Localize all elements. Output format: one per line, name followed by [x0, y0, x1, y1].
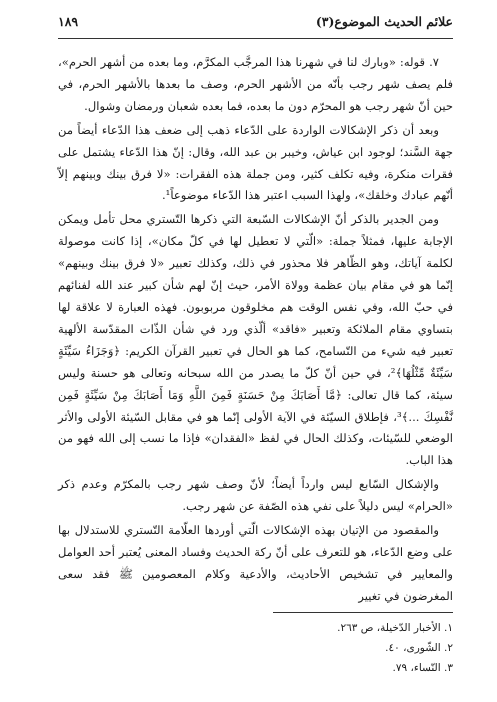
running-title: علائم الحديث الموضوع(٣): [315, 13, 453, 29]
paragraph-point-seven: ٧. قوله: «وبارك لنا في شهرنا هذا المرجَّب المكرَّم، وما بعده من أشهر الحرم»، فلم يصف شهر رجب بأنّه من الأشهر الحرم، وصف ما بعدها بالأشهر الحرم، في حين أنّ شهر رجب هو المحرّم دون ما بعده، فما بعده شعبان ورمضان وشوال.: [58, 55, 453, 113]
header-divider: [58, 38, 453, 39]
body-text: [58, 52, 453, 608]
page-number: ١٨٩: [58, 13, 79, 29]
paragraph-seventh-objection: والإشكال السّابع ليس وارداً أيضاً؛ لأنّ وصف شهر رجب بالمكرّم وعدم ذكر «الحرام» ليس دليلاً على نفي هذه الصّفة عن شهر رجب.: [58, 477, 453, 514]
paragraph-purpose: والمقصود من الإتيان بهذه الإشكالات الّتي أوردها العلّامة التّستري للاستدلال بها على وضع الدّعاء، هو للتعرف على أنّ ركة الحديث وفساد المعنى يُعتبر أحد العوامل والمعايير في تشخيص الأحاديث، والأدعية وكلام المعصومين ﷺ فقد سعى المغرضون في تغيير: [58, 523, 453, 603]
paragraph-sanad-weakness: وبعد أن ذكر الإشكالات الواردة على الدّعاء ذهب إلى ضعف هذا الدّعاء أيضاً من جهة السَّند؛ لوجود ابن عياش، وخيبر بن عبد الله، وقال: إنّ هذا الدّعاء يشتمل على فقرات منكرة، وفيه تكلف كثير، ومن جملة هذه الفقرات: «لا فرق بينك وبينهم إلاّ أنّهم عبادك وخلقك»، ولهذا السبب اعتبر هذا الدّعاء موضوعاً¹.: [58, 122, 453, 203]
footnote-3: ٣. النّساء، ٧٩.: [392, 662, 453, 674]
paragraph-response: ومن الجدير بالذكر أنّ الإشكالات السّبعة التي ذكرها التّستري محل تأمل ويمكن الإجابة عليها، فمثلاً جملة: «الّتي لا تعطيل لها في كلّ مكان»، إذا كانت موصولة لكلمة آياتك، وهو الظّاهر فلا محذور في ذلك، وكذلك تعبير «لا فرق بينك وبينهم» إنّما هو في مقام بيان عظمة وولاة الأمر، حيث إنّ لهم شأن كبير عند الله لفنائهم في حبّ الله، وفي نفس الوقت هم مخلوقون مربوبون. فهذه العبارة لا علاقة لها بتساوي مقام الملائكة وتعبير «فاقد» ألّذي ورد في شأن الذّات المقدّسة الألهية تعبير فيه شيء من التّسامح، كما هو الحال في تعبير القرآن الكريم: ﴿وَجَزَاءُ سَيِّئَةٍ سَيِّئَةٌ مِّثْلُهَا﴾²، في حين أنّ كلّ ما يصدر من الله سبحانه وتعالى هو حسنة وليس سيئة، كما قال تعالى: ﴿مَّا أَصَابَكَ مِنْ حَسَنَةٍ فَمِنَ اللَّهِ وَمَا أَصَابَكَ مِنْ سَيِّئَةٍ فَمِن نَّفْسِكَ ...﴾³، فإطلاق السيّئة في الآية الأولى إنّما هو في مقابل السّيئة الأولى والأثر الوضعي للسّيئات، وكذلك الحال في لفظ «الفقدان» فإذا ما نسب إلى الله فهو من هذا الباب.: [58, 212, 453, 468]
footnote-1: ١. الأخبار الدّخيلة، ص ٢٦٣.: [337, 622, 453, 634]
footnote-2: ٢. الشّورى، ٤٠.: [385, 642, 453, 654]
footnotes: [58, 618, 453, 678]
page-header: [58, 10, 453, 32]
footnote-divider: [273, 612, 453, 613]
